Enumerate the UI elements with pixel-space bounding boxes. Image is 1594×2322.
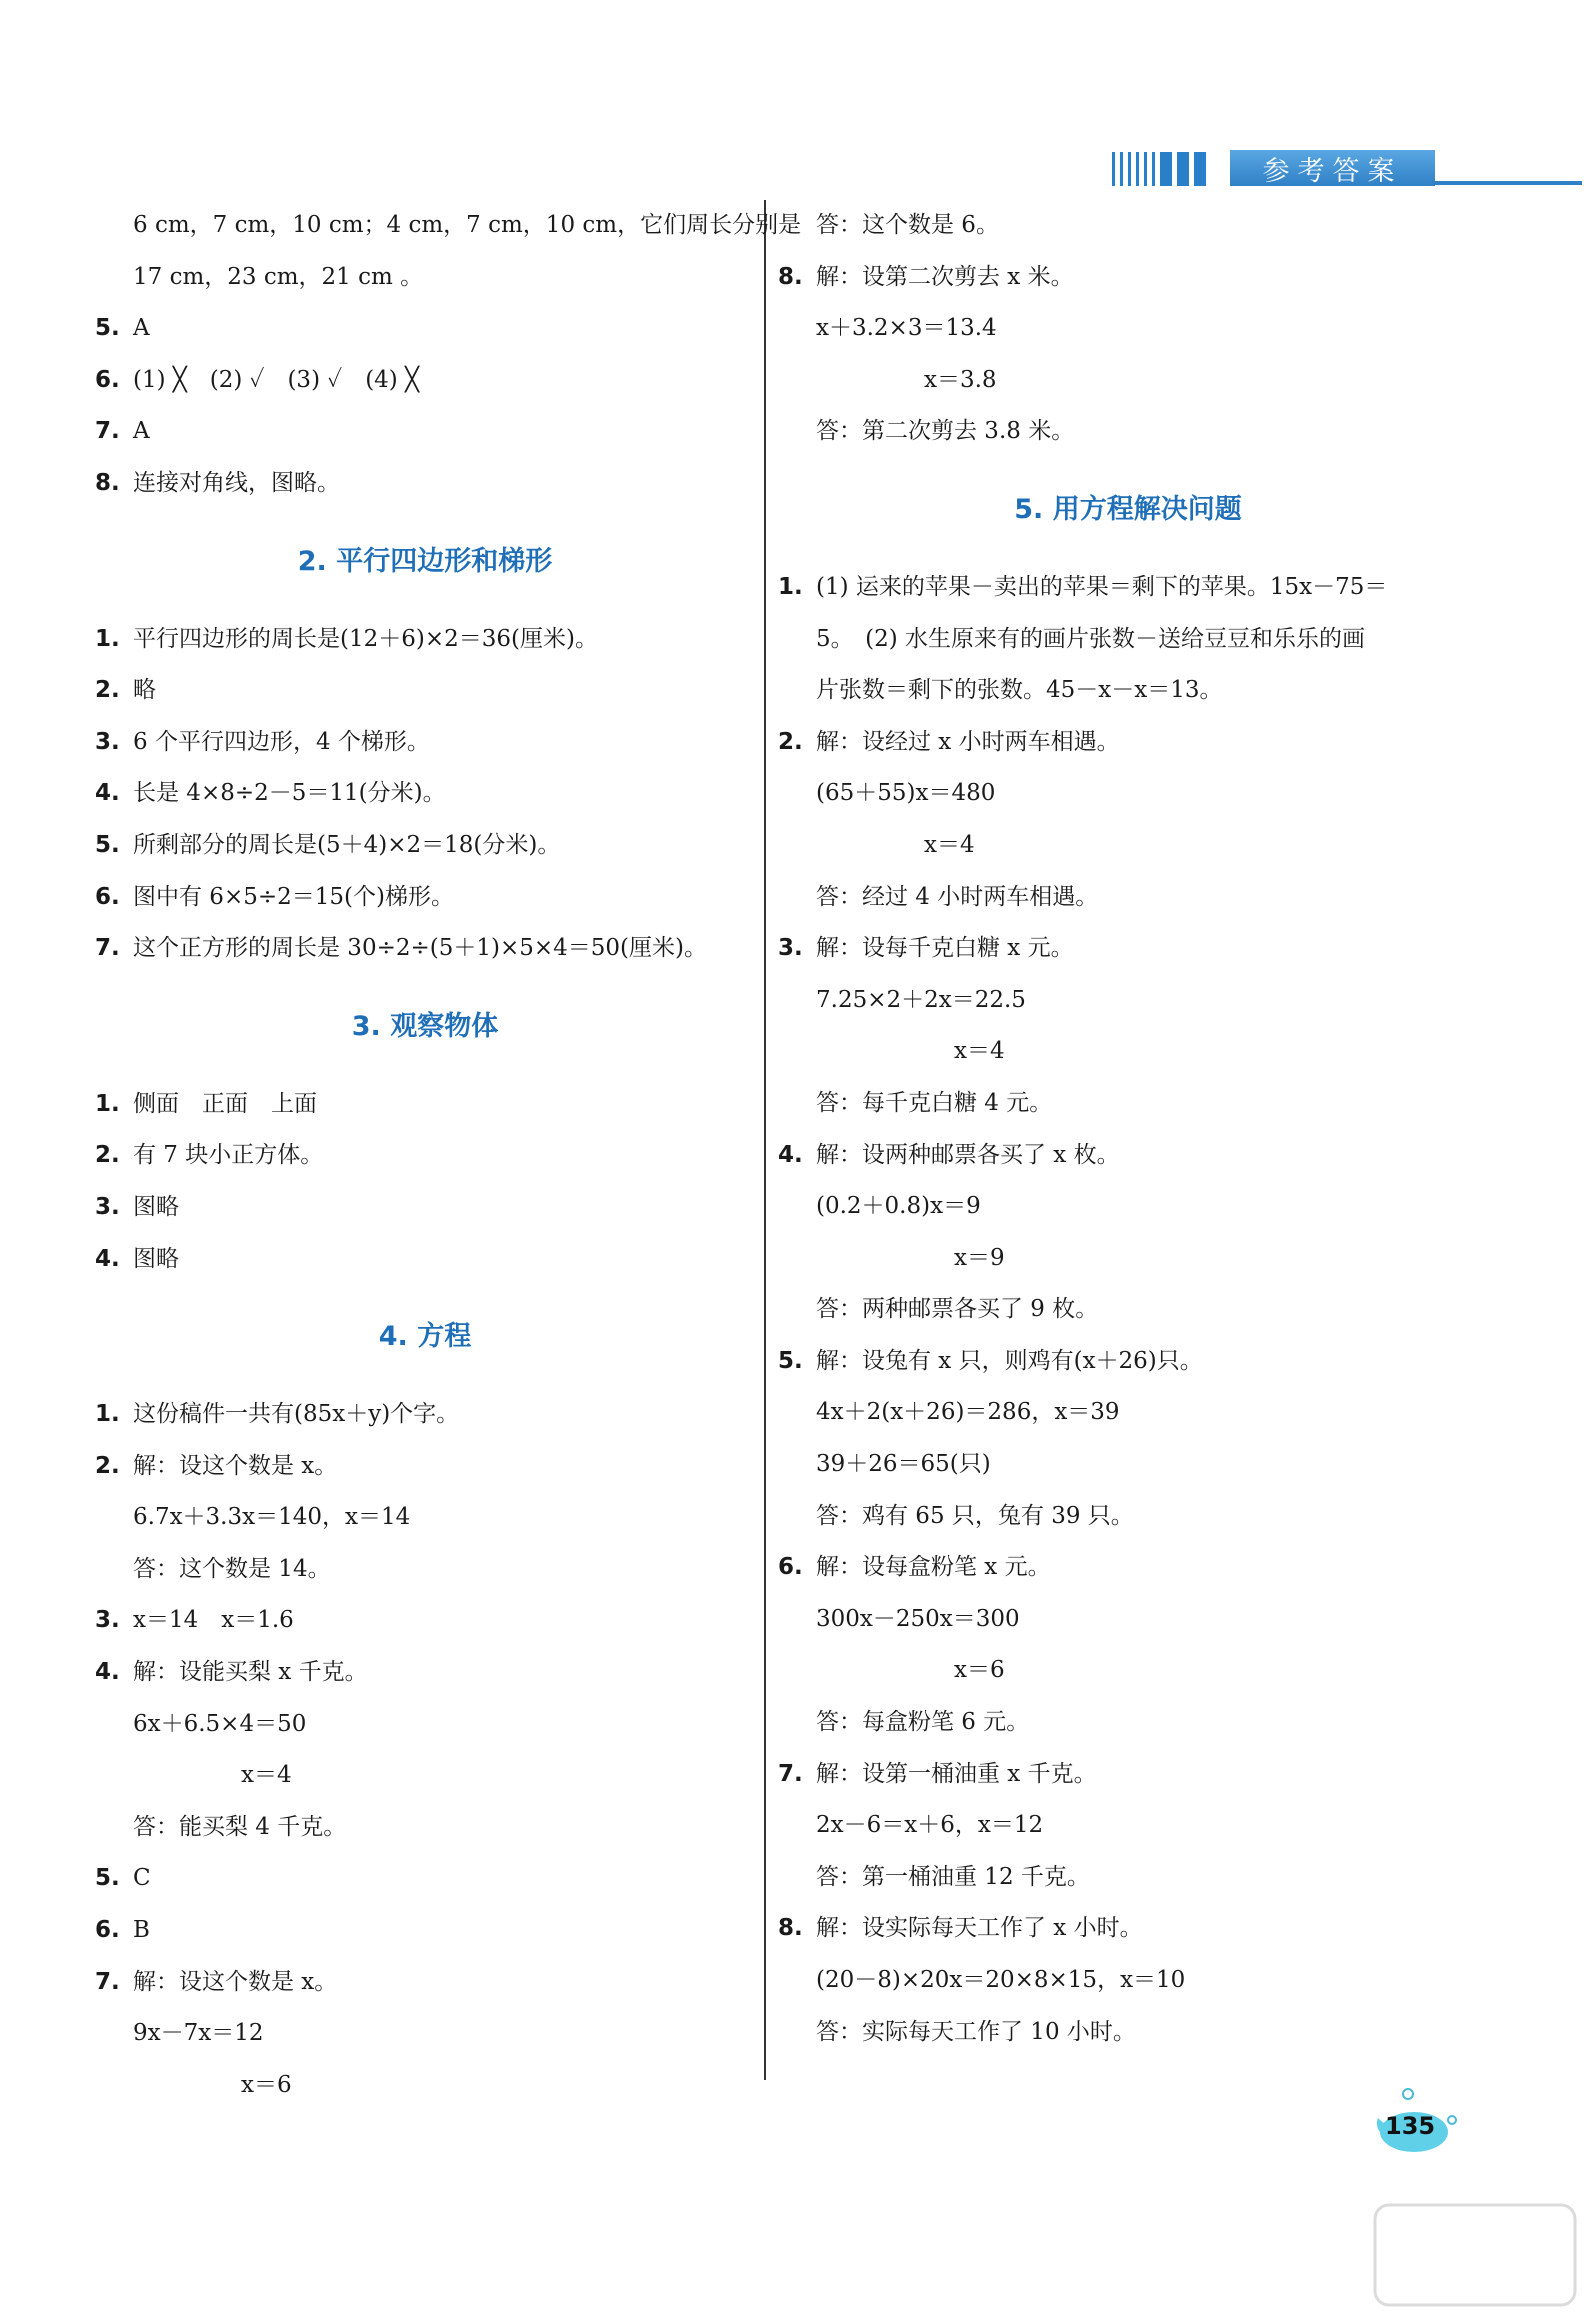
answer-line — [778, 1491, 1478, 1543]
answer-line — [95, 1441, 755, 1493]
answer-text: 答：每盒粉笔 6 元。 — [816, 1709, 1030, 1736]
answer-text: 4x＋2(x＋26)＝286，x＝39 — [816, 1399, 1120, 1426]
item-number: 1. — [778, 573, 803, 600]
answer-text: 长是 4×8÷2－5＝11(分米)。 — [133, 780, 446, 807]
answer-text: 300x－250x＝300 — [816, 1605, 1020, 1632]
answer-text: 2x－6＝x＋6，x＝12 — [816, 1812, 1044, 1839]
page-number: 135 — [1385, 2112, 1436, 2140]
answer-text: A — [133, 315, 150, 342]
answer-text: 答：这个数是 14。 — [133, 1555, 331, 1582]
answer-line — [778, 665, 1478, 717]
answer-text: 解：设第一桶油重 x 千克。 — [816, 1760, 1097, 1787]
answer-text: 所剩部分的周长是(5＋4)×2＝18(分米)。 — [133, 831, 561, 858]
answer-line — [778, 1697, 1478, 1749]
answer-line — [95, 1389, 755, 1441]
item-number: 8. — [95, 469, 120, 496]
header-stripes — [1112, 152, 1206, 186]
answer-line — [95, 1544, 755, 1596]
answer-text: 17 cm，23 cm，21 cm 。 — [133, 263, 424, 290]
answer-text: (1) ╳ (2) ✓ (3) ✓ (4) ╳ — [133, 366, 419, 393]
section-heading: 2. 平行四边形和梯形 — [297, 545, 553, 577]
answer-line — [95, 1182, 755, 1234]
answer-line — [95, 1492, 755, 1544]
answer-text: 这个正方形的周长是 30÷2÷(5＋1)×5×4＝50(厘米)。 — [133, 935, 707, 962]
item-number: 1. — [95, 1090, 120, 1117]
answer-line — [95, 1130, 755, 1182]
answer-line — [778, 1233, 1478, 1285]
header-label: 参考答案 — [1230, 150, 1435, 186]
answer-line — [778, 562, 1478, 614]
item-number: 5. — [95, 315, 120, 342]
answer-text: x＝4 — [241, 1762, 292, 1789]
answer-text: 解：设实际每天工作了 x 小时。 — [816, 1915, 1143, 1942]
answer-line — [95, 1079, 755, 1131]
answer-line — [778, 1439, 1478, 1491]
answer-text: x＝14 x＝1.6 — [133, 1607, 294, 1634]
answer-line — [95, 2060, 755, 2112]
item-number: 5. — [778, 1347, 803, 1374]
answer-line — [778, 303, 1478, 355]
answer-line — [778, 1749, 1478, 1801]
answer-line — [778, 975, 1478, 1027]
item-number: 3. — [95, 728, 120, 755]
answer-text: 7.25×2＋2x＝22.5 — [816, 986, 1026, 1013]
answer-line — [778, 820, 1478, 872]
item-number: 1. — [95, 625, 120, 652]
item-number: 1. — [95, 1401, 120, 1428]
answer-line — [778, 717, 1478, 769]
answer-text: (65＋55)x＝480 — [816, 780, 996, 807]
column-divider — [764, 200, 766, 2080]
item-number: 6. — [95, 883, 120, 910]
answer-line — [778, 1078, 1478, 1130]
item-number: 2. — [95, 1142, 120, 1169]
item-number: 7. — [95, 935, 120, 962]
answer-line — [95, 355, 755, 407]
answer-text: 有 7 块小正方体。 — [133, 1142, 324, 1169]
answer-text: (0.2＋0.8)x＝9 — [816, 1193, 981, 1220]
answer-line — [95, 1699, 755, 1751]
item-number: 7. — [95, 418, 120, 445]
answer-line — [778, 406, 1478, 458]
answer-line — [778, 872, 1478, 924]
answer-text: 连接对角线，图略。 — [133, 469, 340, 496]
answer-text: 答：能买梨 4 千克。 — [133, 1813, 347, 1840]
answer-text: 图略 — [133, 1245, 179, 1272]
answer-text: 片张数＝剩下的张数。45－x－x＝13。 — [816, 677, 1223, 704]
answer-text: x＝6 — [241, 2071, 292, 2098]
answer-line — [95, 768, 755, 820]
answer-text: 解：设两种邮票各买了 x 枚。 — [816, 1141, 1120, 1168]
answer-line — [778, 923, 1478, 975]
answer-line — [95, 923, 755, 975]
answer-line — [95, 614, 755, 666]
answer-text: 答：鸡有 65 只，兔有 39 只。 — [816, 1502, 1134, 1529]
answer-text: 解：设这个数是 x。 — [133, 1968, 338, 1995]
item-number: 2. — [95, 677, 120, 704]
item-number: 5. — [95, 831, 120, 858]
answer-text: 图略 — [133, 1193, 179, 1220]
answer-text: 略 — [133, 677, 156, 704]
answer-text: 解：设能买梨 x 千克。 — [133, 1659, 368, 1686]
answer-line — [95, 872, 755, 924]
item-number: 3. — [95, 1607, 120, 1634]
header-rule — [1432, 181, 1582, 185]
answer-text: 这份稿件一共有(85x＋y)个字。 — [133, 1401, 460, 1428]
answer-line — [95, 2008, 755, 2060]
item-number: 2. — [95, 1452, 120, 1479]
answer-line — [778, 355, 1478, 407]
answer-line — [778, 252, 1478, 304]
answer-line — [778, 1955, 1478, 2007]
section-heading: 5. 用方程解决问题 — [1014, 493, 1242, 525]
answer-line — [778, 1645, 1478, 1697]
answer-line — [778, 1026, 1478, 1078]
item-number: 7. — [95, 1968, 120, 1995]
answer-line — [778, 1903, 1478, 1955]
answer-line — [95, 406, 755, 458]
answer-text: 答：这个数是 6。 — [816, 212, 999, 238]
answer-line — [778, 2007, 1478, 2059]
answer-line — [95, 1905, 755, 1957]
item-number: 5. — [95, 1865, 120, 1892]
answer-line — [778, 768, 1478, 820]
answer-line — [95, 1750, 755, 1802]
answer-text: 答：经过 4 小时两车相遇。 — [816, 883, 1099, 910]
answer-line — [95, 1802, 755, 1854]
answer-text: 解：设每千克白糖 x 元。 — [816, 935, 1074, 962]
item-number: 2. — [778, 728, 803, 755]
answer-text: x＝9 — [954, 1244, 1005, 1271]
answer-line — [778, 1130, 1478, 1182]
answer-line — [778, 1852, 1478, 1904]
answer-line — [778, 1336, 1478, 1388]
answer-line — [95, 717, 755, 769]
answer-text: 解：设兔有 x 只，则鸡有(x＋26)只。 — [816, 1347, 1203, 1374]
answer-line — [778, 1542, 1478, 1594]
answer-text: x＝3.8 — [924, 366, 997, 393]
answer-text: 39＋26＝65(只) — [816, 1451, 991, 1478]
section-heading: 4. 方程 — [378, 1321, 472, 1353]
answer-line — [778, 1284, 1478, 1336]
answer-text: 图中有 6×5÷2＝15(个)梯形。 — [133, 883, 454, 910]
item-number: 4. — [95, 1245, 120, 1272]
answer-line — [778, 1181, 1478, 1233]
answer-line — [95, 200, 802, 252]
answer-text: 6.7x＋3.3x＝140，x＝14 — [133, 1504, 411, 1531]
watermark-logo — [1370, 2200, 1580, 2310]
answer-text: B — [133, 1917, 150, 1944]
item-number: 8. — [778, 263, 803, 290]
item-number: 6. — [95, 1917, 120, 1944]
answer-text: 6x＋6.5×4＝50 — [133, 1710, 307, 1737]
item-number: 8. — [778, 1915, 803, 1942]
answer-text: 6 个平行四边形，4 个梯形。 — [133, 728, 430, 755]
answer-line — [95, 820, 755, 872]
answer-text: x＝6 — [954, 1657, 1005, 1684]
item-number: 4. — [778, 1141, 803, 1168]
answer-text: 9x－7x＝12 — [133, 2020, 264, 2047]
header-band — [1112, 150, 1582, 190]
answer-text: 5。 (2) 水生原来有的画片张数－送给豆豆和乐乐的画 — [816, 625, 1366, 652]
answer-text: 侧面 正面 上面 — [133, 1090, 317, 1117]
answer-line — [778, 200, 1478, 252]
answer-line — [95, 1957, 755, 2009]
answer-text: 解：设第二次剪去 x 米。 — [816, 263, 1074, 290]
answer-text: (1) 运来的苹果－卖出的苹果＝剩下的苹果。15x－75＝ — [816, 573, 1388, 600]
answer-line — [95, 1647, 755, 1699]
answer-text: x＝4 — [924, 831, 975, 858]
item-number: 3. — [778, 935, 803, 962]
item-number: 6. — [95, 366, 120, 393]
answer-text: x＋3.2×3＝13.4 — [816, 315, 997, 342]
answer-line — [95, 1234, 755, 1286]
answer-line — [95, 303, 755, 355]
answer-text: 答：实际每天工作了 10 小时。 — [816, 2018, 1136, 2045]
answer-text: 解：设每盒粉笔 x 元。 — [816, 1554, 1051, 1581]
answer-line — [95, 665, 755, 717]
answer-text: 答：每千克白糖 4 元。 — [816, 1089, 1053, 1116]
answer-text: 答：第二次剪去 3.8 米。 — [816, 418, 1075, 445]
answer-text: 解：设经过 x 小时两车相遇。 — [816, 728, 1120, 755]
answer-line — [778, 1800, 1478, 1852]
item-number: 4. — [95, 780, 120, 807]
answer-text: C — [133, 1865, 151, 1892]
answer-text: 解：设这个数是 x。 — [133, 1452, 338, 1479]
answer-line — [95, 1595, 755, 1647]
answer-line — [95, 458, 755, 510]
answer-line — [778, 1387, 1478, 1439]
item-number: 7. — [778, 1760, 803, 1787]
answer-text: 6 cm，7 cm，10 cm；4 cm，7 cm，10 cm，它们周长分别是 — [133, 212, 802, 238]
answer-line — [778, 1594, 1478, 1646]
answer-line — [95, 252, 755, 304]
item-number: 4. — [95, 1659, 120, 1686]
answer-line — [778, 614, 1478, 666]
answer-text: 答：第一桶油重 12 千克。 — [816, 1863, 1090, 1890]
section-heading: 3. 观察物体 — [351, 1010, 499, 1042]
answer-text: x＝4 — [954, 1038, 1005, 1065]
item-number: 6. — [778, 1554, 803, 1581]
right-column — [778, 200, 1478, 2058]
answer-text: 答：两种邮票各买了 9 枚。 — [816, 1296, 1099, 1323]
answer-text: A — [133, 418, 150, 445]
answer-text: (20－8)×20x＝20×8×15，x＝10 — [816, 1967, 1186, 1993]
item-number: 3. — [95, 1193, 120, 1220]
left-column — [95, 200, 802, 2111]
answer-text: 平行四边形的周长是(12＋6)×2＝36(厘米)。 — [133, 625, 598, 652]
answer-line — [95, 1853, 755, 1905]
